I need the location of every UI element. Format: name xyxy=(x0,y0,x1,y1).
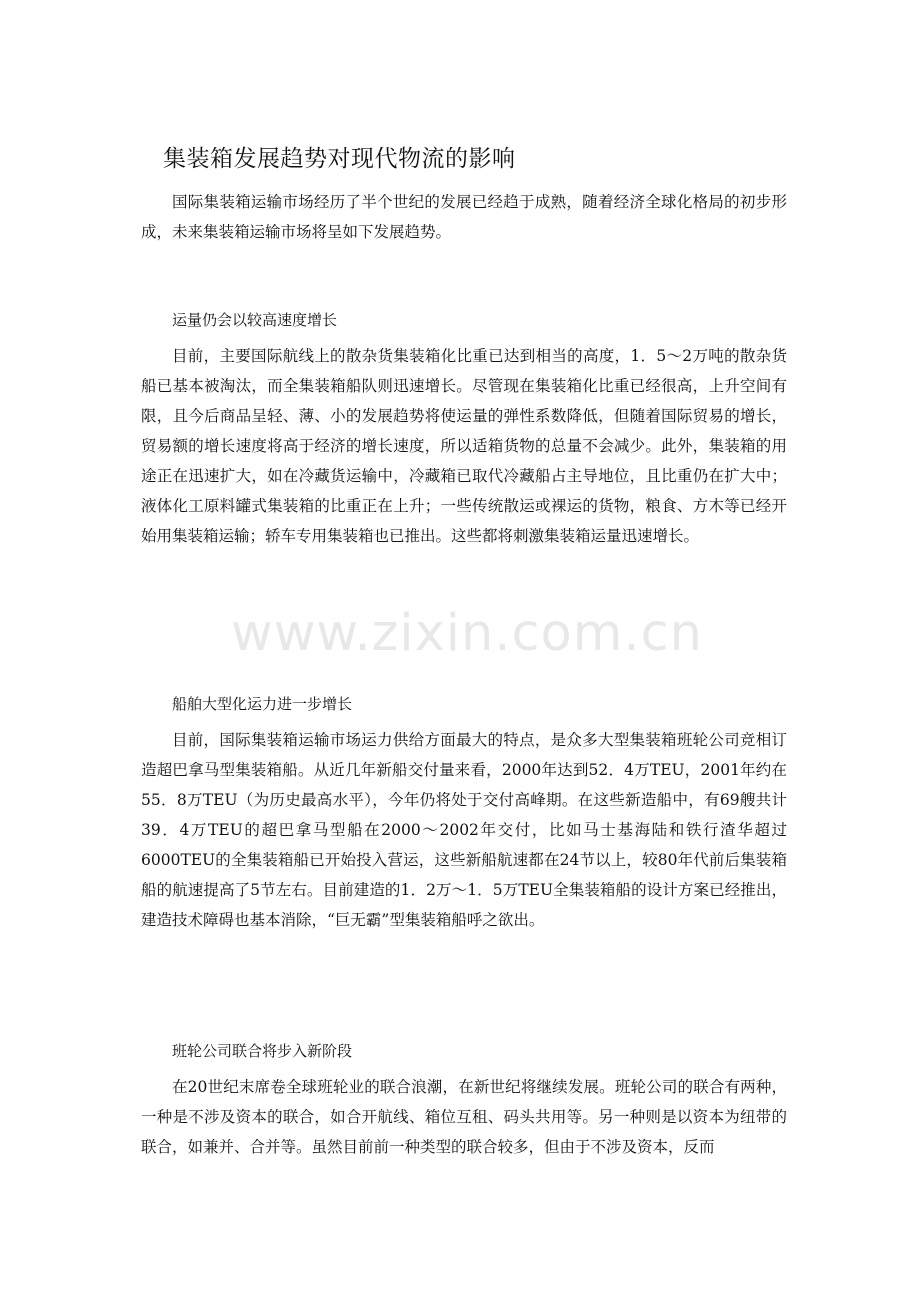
watermark: www.zixin.com.cn xyxy=(231,604,703,663)
section-heading-ship-capacity: 船舶大型化运力进一步增长 xyxy=(172,695,353,713)
intro-paragraph: 国际集装箱运输市场经历了半个世纪的发展已经趋于成熟，随着经济全球化格局的初步形成，未来集装箱运输市场将呈如下发展趋势。 xyxy=(141,193,787,241)
section-body-volume-growth: 目前，主要国际航线上的散杂货集装箱化比重已达到相当的高度，1．5～2万吨的散杂货船已基本被淘汰，而全集装箱船队则迅速增长。尽管现在集装箱化比重已经很高，上升空间有限，且今后商品呈轻、薄、小的发展趋势将使运量的弹性系数降低，但随着国际贸易的增长，贸易额的增长速度将高于经济的增长速度，所以适箱货物的总量不会减少。此外，集装箱的用途正在迅速扩大，如在冷藏货运输中，冷藏箱已取代冷藏船占主导地位，且比重仍在扩大中；液体化工原料罐式集装箱的比重正在上升；一些传统散运或裸运的货物，粮食、方木等已经开始用集装箱运输；轿车专用集装箱也已推出。这些都将刺激集装箱运量迅速增长。 xyxy=(141,347,787,545)
document-title: 集装箱发展趋势对现代物流的影响 xyxy=(163,146,516,172)
section-heading-volume-growth: 运量仍会以较高速度增长 xyxy=(172,311,338,329)
section-body-ship-capacity: 目前，国际集装箱运输市场运力供给方面最大的特点，是众多大型集装箱班轮公司竞相订造超巴拿马型集装箱船。从近几年新船交付量来看，2000年达到52．4万TEU，2001年约在55．8万TEU（为历史最高水平），今年仍将处于交付高峰期。在这些新造船中，有69艘共计39．4万TEU的超巴拿马型船在2000～2002年交付，比如马士基海陆和铁行渣华超过6000TEU的全集装箱船已开始投入营运，这些新船航速都在24节以上，较80年代前后集装箱船的航速提高了5节左右。目前建造的1．2万～1．5万TEU全集装箱船的设计方案已经推出，建造技术障碍也基本消除，“巨无霸”型集装箱船呼之欲出。 xyxy=(141,731,787,929)
section-heading-liner-alliance: 班轮公司联合将步入新阶段 xyxy=(172,1042,353,1060)
section-body-liner-alliance: 在20世纪末席卷全球班轮业的联合浪潮，在新世纪将继续发展。班轮公司的联合有两种，一种是不涉及资本的联合，如合开航线、箱位互租、码头共用等。另一种则是以资本为纽带的联合，如兼并、合并等。虽然目前前一种类型的联合较多，但由于不涉及资本，反而 xyxy=(141,1078,787,1156)
